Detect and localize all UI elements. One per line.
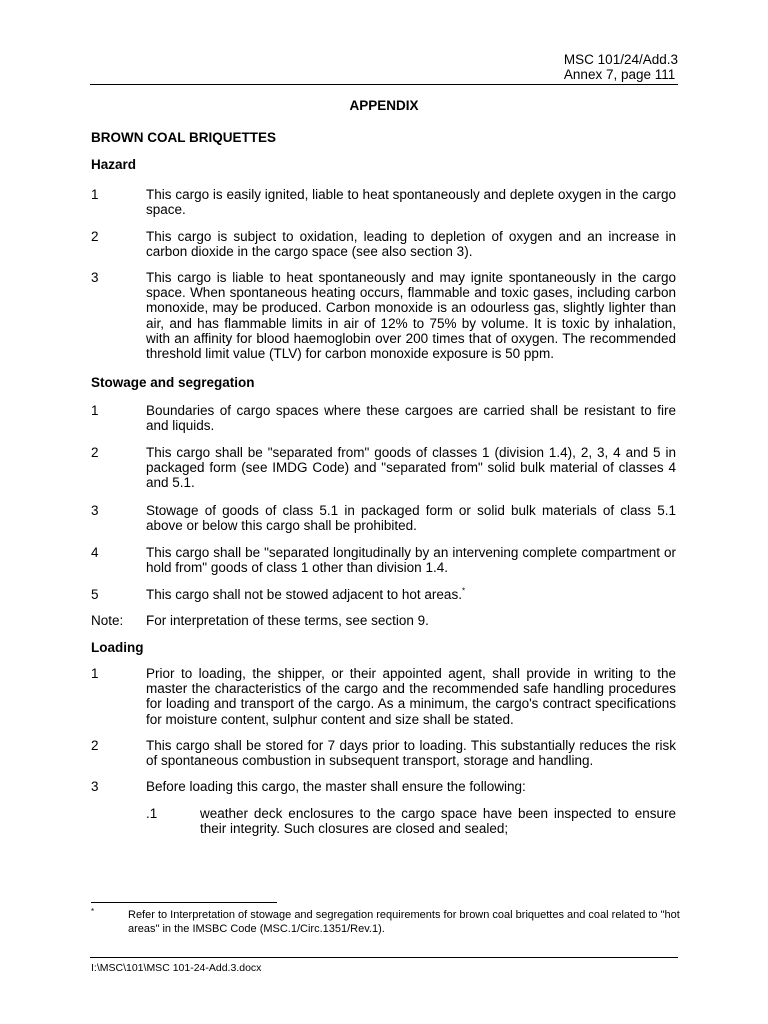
item-text: This cargo is easily ignited, liable to heat spontaneously and deplete oxygen in the cargo space. <box>146 187 676 218</box>
item-text: Before loading this cargo, the master shall ensure the following: <box>146 779 526 794</box>
hazard-item-1 <box>91 187 676 217</box>
item-text: This cargo is liable to heat spontaneously and may ignite spontaneously in the cargo space. When spontaneous heating occurs, flammable and toxic gases, including carbon monoxide, may be produced. Carbon monoxide is an odourless gas, slightly lighter than air, and has flammable limits in air of 12% to 75% by volume. It is toxic by inhalation, with an affinity for blood haemoglobin over 200 times that of oxygen. The recommended threshold limit value (TLV) for carbon monoxide exposure is 50 ppm. <box>146 270 676 362</box>
item-text: Prior to loading, the shipper, or their appointed agent, shall provide in writing to the master the characteristics of the cargo and the recommended safe handling procedures for loading and transport of the cargo. As a minimum, the cargo's contract specifications for moisture content, sulphur content and size shall be stated. <box>146 666 676 727</box>
header-rule <box>90 84 678 85</box>
footer-rule <box>90 957 678 958</box>
stowage-heading: Stowage and segregation <box>91 375 255 390</box>
note-text: For interpretation of these terms, see section 9. <box>146 613 429 628</box>
page-ref: Annex 7, page 111 <box>563 67 676 82</box>
hazard-item-2 <box>91 229 676 259</box>
hazard-heading: Hazard <box>91 157 137 172</box>
footnote-marker: * <box>91 907 95 916</box>
loading-item-3 <box>91 779 676 794</box>
stowage-note <box>91 613 676 628</box>
item-number: 1 <box>91 187 99 202</box>
subitem-text: weather deck enclosures to the cargo space have been inspected to ensure their integrity. Such closures are closed and sealed; <box>200 806 676 837</box>
page-header <box>564 52 678 82</box>
item-number: 2 <box>91 229 99 244</box>
item-text: This cargo shall be "separated from" goods of classes 1 (division 1.4), 2, 3, 4 and 5 in packaged form (see IMDG Code) and "separated from" solid bulk material of classes 4 and 5.1. <box>146 445 676 491</box>
item-number: 1 <box>91 666 99 681</box>
item-text-content: This cargo shall not be stowed adjacent to hot areas. <box>146 587 462 602</box>
loading-subitem-1 <box>146 806 676 836</box>
footnote-text: Refer to Interpretation of stowage and segregation requirements for brown coal briquettes and coal related to "hot areas" in the IMSBC Code (MSC.1/Circ.1351/Rev.1). <box>128 909 680 935</box>
item-number: 2 <box>91 445 99 460</box>
item-number: 4 <box>91 545 99 560</box>
note-label: Note: <box>91 613 124 628</box>
subitem-number: .1 <box>146 806 158 821</box>
item-text: This cargo shall be "separated longitudinally by an intervening complete compartment or hold from" goods of class 1 other than division 1.4. <box>146 545 676 576</box>
doc-ref: MSC 101/24/Add.3 <box>563 52 678 67</box>
item-number: 2 <box>91 738 99 753</box>
appendix-title: APPENDIX <box>349 98 419 113</box>
item-text <box>146 587 676 602</box>
item-text: This cargo is subject to oxidation, leading to depletion of oxygen and an increase in carbon dioxide in the cargo space (see also section 3). <box>146 229 676 260</box>
item-number: 5 <box>91 587 99 602</box>
item-number: 3 <box>91 779 99 794</box>
item-number: 1 <box>91 403 99 418</box>
stowage-item-5 <box>91 587 676 602</box>
stowage-item-3 <box>91 503 676 533</box>
footnote-rule <box>91 902 277 903</box>
stowage-item-2 <box>91 445 676 491</box>
loading-item-2 <box>91 738 676 768</box>
loading-item-1 <box>91 666 676 727</box>
stowage-item-1 <box>91 403 676 433</box>
item-text: Boundaries of cargo spaces where these cargoes are carried shall be resistant to fire and liquids. <box>146 403 676 434</box>
hazard-item-3 <box>91 270 676 361</box>
footnote <box>91 909 681 936</box>
item-text: This cargo shall be stored for 7 days prior to loading. This substantially reduces the risk of spontaneous combustion in subsequent transport, storage and handling. <box>146 738 676 769</box>
item-text: Stowage of goods of class 5.1 in packaged form or solid bulk materials of class 5.1 above or below this cargo shall be prohibited. <box>146 503 676 534</box>
footer-path: I:\MSC\101\MSC 101-24-Add.3.docx <box>91 962 262 974</box>
item-number: 3 <box>91 270 99 285</box>
cargo-title: BROWN COAL BRIQUETTES <box>91 130 276 145</box>
stowage-item-4 <box>91 545 676 575</box>
loading-heading: Loading <box>91 640 144 655</box>
item-number: 3 <box>91 503 99 518</box>
footnote-mark: * <box>461 586 466 596</box>
